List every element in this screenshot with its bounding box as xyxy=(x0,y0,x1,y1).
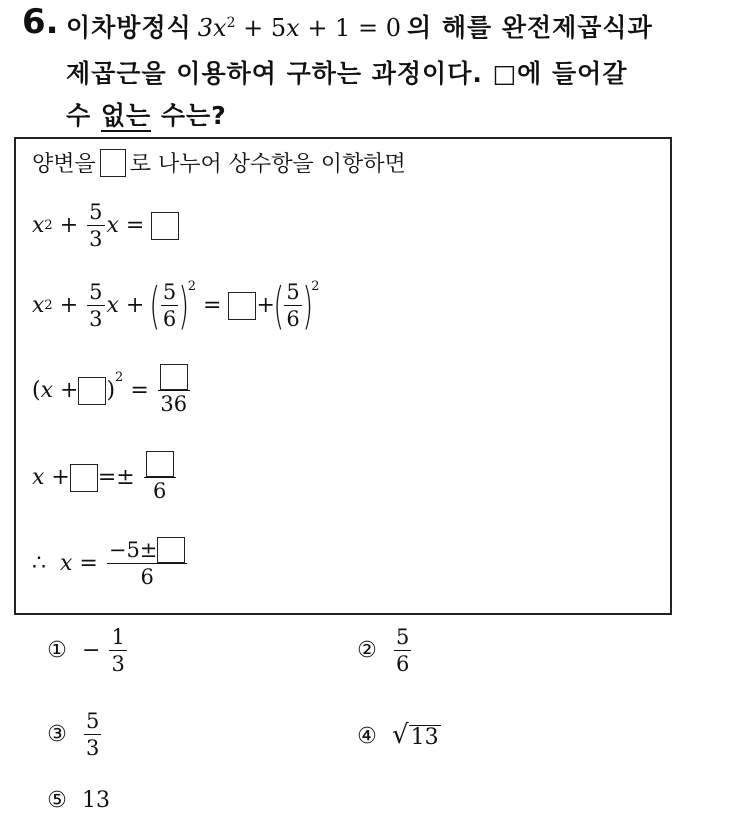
minus-sign: − xyxy=(82,638,101,664)
solution-intro xyxy=(32,147,406,178)
option-marker: ① xyxy=(47,638,67,664)
fraction: $\frac{5}{3}$ xyxy=(89,200,103,252)
option-5[interactable] xyxy=(46,788,110,813)
therefore-symbol: ∴ xyxy=(32,551,46,577)
option-marker: ④ xyxy=(357,723,377,749)
blank-box xyxy=(228,292,256,320)
word-sunun: 수는? xyxy=(160,101,227,130)
intro-before: 양변을 xyxy=(32,152,96,177)
equation-step-2: x 2 + $\frac{5}{3}$ x + ( $\frac{5}{6}$ ) 2 = + ( $\frac{5}{6}$ ) 2 xyxy=(32,276,320,335)
word-su: 수 xyxy=(66,101,92,130)
option-4[interactable] xyxy=(356,722,441,750)
option-marker: ② xyxy=(357,638,377,664)
blank-box xyxy=(146,451,174,477)
equation-step-4: x + =± 6 xyxy=(32,451,178,504)
option-2[interactable] xyxy=(356,624,413,677)
numerator-text: −5± xyxy=(108,538,158,562)
option-1[interactable] xyxy=(46,624,129,677)
equation-step-1: x 2 + $\frac{5}{3}$ x = xyxy=(32,199,179,252)
blank-box xyxy=(151,212,179,240)
intro-after: 로 나누어 상수항을 이항하면 xyxy=(129,152,406,177)
fraction: $\frac{5}{6}$ xyxy=(396,625,410,677)
question-line-1 xyxy=(66,8,653,44)
blank-box xyxy=(100,149,126,177)
square-root: √ 13 xyxy=(392,720,439,750)
option-value: 13 xyxy=(82,788,110,813)
equation-step-5: ∴ x = $\frac{-5\pm}{6}$ xyxy=(32,537,189,590)
equation: $3x^2 + 5x + 1 = 0$ xyxy=(197,14,401,42)
blank-box xyxy=(70,464,98,492)
question-prefix: 이차방정식 xyxy=(66,13,192,42)
solution-box xyxy=(14,137,672,615)
question-number: 6. xyxy=(22,2,59,42)
equation-step-3: ( x + ) $^2$ = 36 xyxy=(32,364,192,417)
blank-box xyxy=(160,364,188,390)
fraction: $\frac{5}{3}$ xyxy=(86,709,100,761)
question-suffix: 의 해를 완전제곱식과 xyxy=(406,13,653,42)
option-3[interactable] xyxy=(46,708,103,761)
option-marker: ③ xyxy=(47,722,67,748)
blank-box xyxy=(157,537,185,563)
blank-box xyxy=(78,377,106,405)
question-line-2: 제곱근을 이용하여 구하는 과정이다. □에 들어갈 xyxy=(66,59,628,88)
question-line-3 xyxy=(66,96,227,132)
option-marker: ⑤ xyxy=(47,788,67,813)
underlined-word: 없는 xyxy=(100,101,152,130)
fraction: $\frac{1}{3}$ xyxy=(111,625,125,677)
